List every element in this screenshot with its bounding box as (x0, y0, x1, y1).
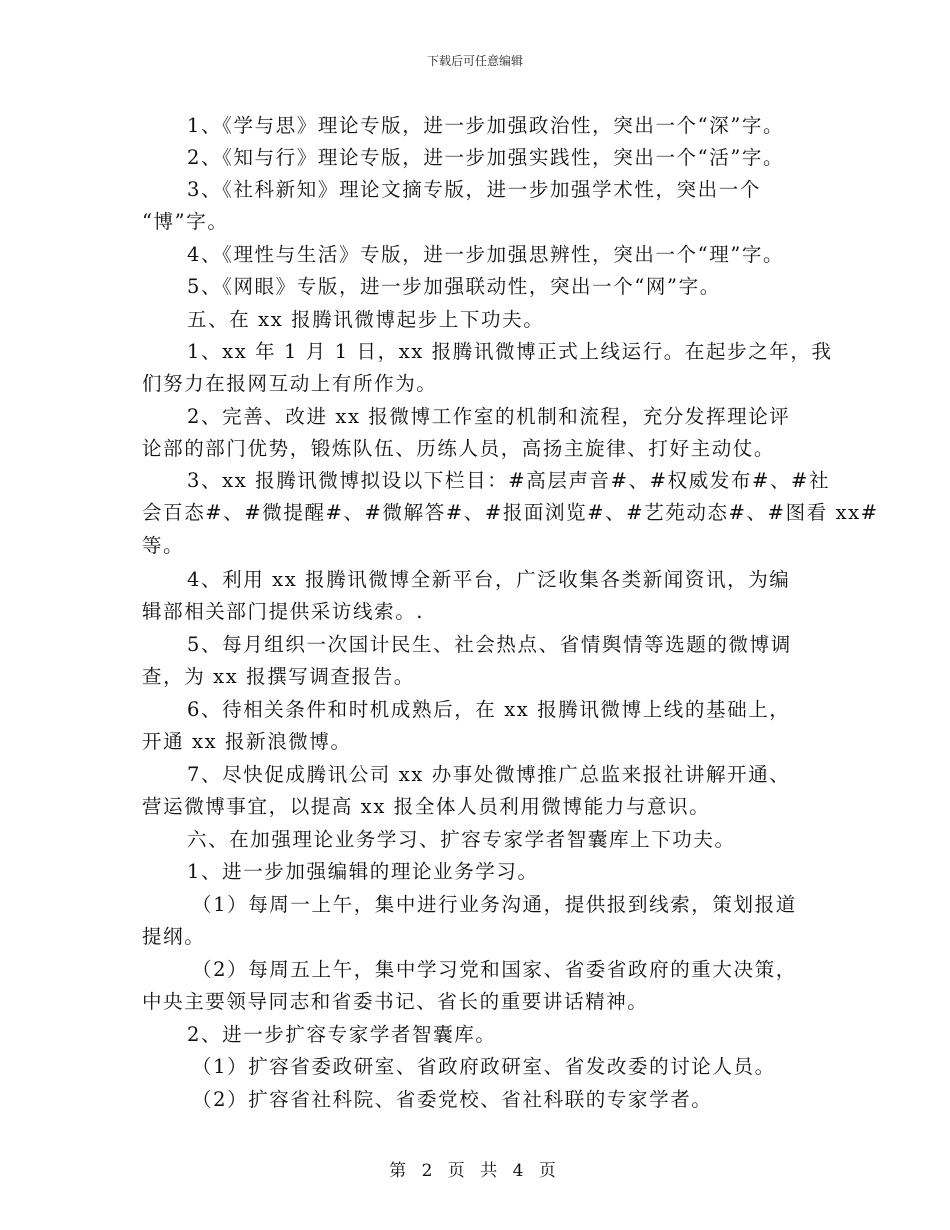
paragraph-line: 7、尽快促成腾讯公司 xx 办事处微博推广总监来报社讲解开通、 (187, 763, 791, 786)
paragraph-line: 5、《网眼》专版，进一步加强联动性，突出一个“网”字。 (187, 275, 721, 298)
paragraph-line: 2、完善、改进 xx 报微博工作室的机制和流程，充分发挥理论评 (187, 405, 791, 428)
paragraph-line: 论部的部门优势，锻炼队伍、历练人员，高扬主旋律、打好主动仗。 (142, 437, 776, 460)
paragraph-line: 4、《理性与生活》专版，进一步加强思辨性，突出一个“理”字。 (187, 243, 785, 266)
paragraph-line: 中央主要领导同志和省委书记、省长的重要讲话精神。 (142, 990, 649, 1013)
page-header: 下载后可任意编辑 (426, 54, 523, 68)
paragraph-line: 2、《知与行》理论专版，进一步加强实践性，突出一个“活”字。 (187, 146, 785, 169)
paragraph-line: （1）每周一上午，集中进行业务沟通，提供报到线索，策划报道 (192, 893, 797, 916)
paragraph-line: （2）扩容省社科院、省委党校、省社科联的专家学者。 (192, 1088, 713, 1111)
paragraph-line: （1）扩容省委政研室、省政府政研室、省发改委的讨论人员。 (192, 1055, 776, 1078)
paragraph-line: 营运微博事宜，以提高 xx 报全体人员利用微博能力与意识。 (142, 795, 711, 818)
paragraph-line: （2）每周五上午，集中学习党和国家、省委省政府的重大决策， (192, 958, 797, 981)
paragraph-line: 辑部相关部门提供采访线索。. (142, 600, 425, 623)
section-heading: 六、在加强理论业务学习、扩容专家学者智囊库上下功夫。 (187, 828, 736, 851)
paragraph-line: 6、待相关条件和时机成熟后，在 xx 报腾讯微博上线的基础上， (187, 698, 791, 721)
paragraph-line: 3、xx 报腾讯微博拟设以下栏目：#高层声音#、#权威发布#、#社 (187, 469, 831, 492)
paragraph-line: 3、《社科新知》理论文摘专版，进一步加强学术性，突出一个 (187, 178, 761, 201)
paragraph-line: 2、进一步扩容专家学者智囊库。 (187, 1023, 497, 1046)
paragraph-line: 1、进一步加强编辑的理论业务学习。 (187, 860, 539, 883)
paragraph-line: 5、每月组织一次国计民生、社会热点、省情舆情等选题的微博调 (187, 633, 792, 656)
paragraph-line: “博”字。 (142, 210, 229, 233)
paragraph-line: 1、《学与思》理论专版，进一步加强政治性，突出一个“深”字。 (187, 114, 785, 137)
paragraph-line: 4、利用 xx 报腾讯微博全新平台，广泛收集各类新闻资讯，为编 (187, 568, 791, 591)
paragraph-line: 查，为 xx 报撰写调查报告。 (142, 665, 415, 688)
section-heading: 五、在 xx 报腾讯微博起步上下功夫。 (187, 308, 545, 331)
paragraph-line: 会百态#、#微提醒#、#微解答#、#报面浏览#、#艺苑动态#、#图看 xx# (142, 501, 879, 524)
page-number-footer: 第 2 页 共 4 页 (389, 1161, 561, 1181)
paragraph-line: 等。 (142, 534, 185, 557)
paragraph-line: 们努力在报网互动上有所作为。 (142, 372, 438, 395)
paragraph-line: 开通 xx 报新浪微博。 (142, 730, 352, 753)
paragraph-line: 1、xx 年 1 月 1 日，xx 报腾讯微博正式上线运行。在起步之年，我 (187, 340, 833, 363)
paragraph-line: 提纲。 (142, 925, 206, 948)
